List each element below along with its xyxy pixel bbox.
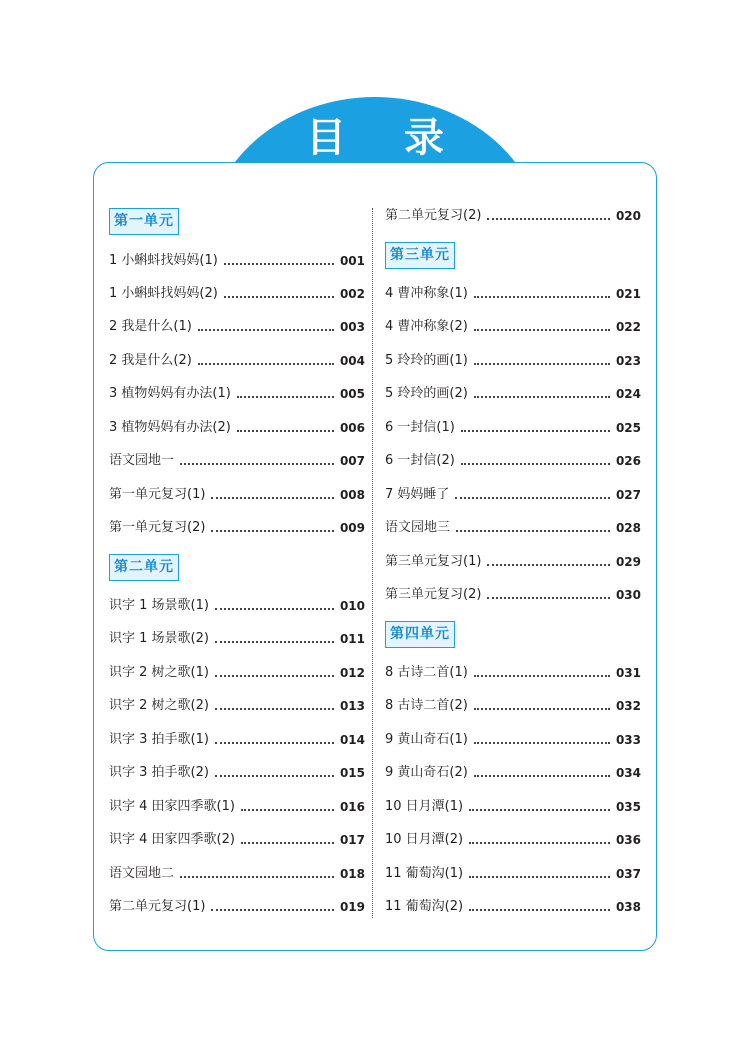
toc-entry-label: 7 妈妈睡了 [385, 487, 450, 502]
leader-dots [461, 430, 610, 432]
toc-entry-page: 001 [339, 254, 365, 268]
leader-dots [487, 597, 610, 599]
toc-entry[interactable] [109, 350, 365, 372]
toc-entry-label: 10 日月潭(2) [385, 832, 464, 847]
toc-entry[interactable] [109, 484, 365, 506]
toc-entry-label: 6 一封信(2) [385, 453, 455, 468]
toc-entry[interactable] [385, 205, 641, 227]
toc-entry[interactable] [109, 250, 365, 272]
toc-entry-page: 005 [339, 387, 365, 401]
toc-entry[interactable] [385, 316, 641, 338]
toc-entry[interactable] [385, 695, 641, 717]
toc-entry-label: 第一单元复习(2) [109, 520, 206, 535]
toc-entry-page: 024 [615, 387, 641, 401]
leader-dots [469, 876, 610, 878]
leader-dots [474, 329, 610, 331]
leader-dots [461, 463, 610, 465]
toc-entry-label: 3 植物妈妈有办法(2) [109, 420, 231, 435]
leader-dots [487, 564, 610, 566]
toc-entry-page: 038 [615, 900, 641, 914]
toc-entry-label: 第二单元复习(2) [385, 208, 482, 223]
toc-entry-page: 021 [615, 287, 641, 301]
toc-entry-page: 002 [339, 287, 365, 301]
toc-entry-label: 语文园地一 [109, 453, 175, 468]
leader-dots [237, 430, 334, 432]
leader-dots [487, 218, 610, 220]
toc-entry-page: 018 [339, 867, 365, 881]
toc-entry-label: 识字 3 拍手歌(2) [109, 765, 209, 780]
toc-entry-page: 034 [615, 766, 641, 780]
toc-entry[interactable] [385, 350, 641, 372]
toc-entry[interactable] [109, 695, 365, 717]
leader-dots [469, 809, 610, 811]
leader-dots [198, 329, 334, 331]
toc-entry[interactable] [109, 662, 365, 684]
toc-entry-label: 8 古诗二首(2) [385, 698, 468, 713]
toc-entry[interactable] [385, 829, 641, 851]
toc-entry-page: 008 [339, 488, 365, 502]
toc-entry-page: 017 [339, 833, 365, 847]
toc-entry-label: 第二单元复习(1) [109, 899, 206, 914]
toc-entry-page: 014 [339, 733, 365, 747]
toc-entry-page: 012 [339, 666, 365, 680]
toc-entry-page: 029 [615, 555, 641, 569]
leader-dots [474, 775, 610, 777]
toc-entry-label: 11 葡萄沟(2) [385, 899, 464, 914]
leader-dots [241, 809, 334, 811]
toc-entry-page: 007 [339, 454, 365, 468]
toc-entry[interactable] [385, 383, 641, 405]
toc-entry-label: 2 我是什么(2) [109, 353, 192, 368]
toc-entry-label: 识字 1 场景歌(2) [109, 631, 209, 646]
toc-entry-label: 语文园地三 [385, 520, 451, 535]
toc-entry[interactable] [109, 796, 365, 818]
leader-dots [215, 641, 334, 643]
leader-dots [215, 675, 334, 677]
toc-entry-page: 025 [615, 421, 641, 435]
toc-entry[interactable] [385, 551, 641, 573]
toc-entry-label: 1 小蝌蚪找妈妈(1) [109, 253, 218, 268]
toc-entry-page: 006 [339, 421, 365, 435]
toc-entry-label: 10 日月潭(1) [385, 799, 464, 814]
toc-entry-label: 4 曹冲称象(2) [385, 319, 468, 334]
leader-dots [215, 608, 334, 610]
toc-entry[interactable] [109, 517, 365, 539]
unit-heading-3: 第三单元 [385, 242, 455, 269]
leader-dots [474, 742, 610, 744]
toc-entry-label: 2 我是什么(1) [109, 319, 192, 334]
leader-dots [211, 909, 334, 911]
toc-entry[interactable] [109, 283, 365, 305]
leader-dots [474, 363, 610, 365]
leader-dots [215, 708, 334, 710]
toc-entry-page: 030 [615, 588, 641, 602]
toc-entry-label: 9 黄山奇石(1) [385, 732, 468, 747]
toc-entry-page: 013 [339, 699, 365, 713]
leader-dots [224, 263, 334, 265]
toc-entry-label: 识字 2 树之歌(2) [109, 698, 209, 713]
toc-entry[interactable] [109, 417, 365, 439]
toc-entry-label: 语文园地二 [109, 866, 175, 881]
toc-entry[interactable] [109, 863, 365, 885]
leader-dots [455, 497, 610, 499]
toc-entry[interactable] [109, 450, 365, 472]
leader-dots [474, 708, 610, 710]
toc-entry-label: 识字 2 树之歌(1) [109, 665, 209, 680]
toc-entry[interactable] [385, 662, 641, 684]
toc-entry[interactable] [109, 896, 365, 918]
toc-entry-page: 031 [615, 666, 641, 680]
toc-entry-label: 9 黄山奇石(2) [385, 765, 468, 780]
unit-heading-2: 第二单元 [109, 554, 179, 581]
toc-entry[interactable] [385, 729, 641, 751]
toc-entry-label: 1 小蝌蚪找妈妈(2) [109, 286, 218, 301]
toc-entry-page: 016 [339, 800, 365, 814]
leader-dots [198, 363, 334, 365]
toc-entry[interactable] [385, 796, 641, 818]
toc-entry-page: 023 [615, 354, 641, 368]
toc-entry-label: 6 一封信(1) [385, 420, 455, 435]
unit-heading-1: 第一单元 [109, 208, 179, 235]
toc-entry[interactable] [385, 517, 641, 539]
leader-dots [180, 463, 334, 465]
toc-entry[interactable] [385, 417, 641, 439]
toc-entry-label: 识字 3 拍手歌(1) [109, 732, 209, 747]
toc-entry-page: 011 [339, 632, 365, 646]
toc-entry[interactable] [385, 584, 641, 606]
toc-entry-page: 009 [339, 521, 365, 535]
leader-dots [241, 842, 334, 844]
toc-entry-page: 036 [615, 833, 641, 847]
toc-entry-label: 3 植物妈妈有办法(1) [109, 386, 231, 401]
page-title: 目 录 [306, 115, 466, 161]
toc-entry[interactable] [385, 762, 641, 784]
toc-entry[interactable] [385, 896, 641, 918]
toc-entry-label: 识字 4 田家四季歌(1) [109, 799, 235, 814]
toc-entry-page: 003 [339, 320, 365, 334]
unit-heading-4: 第四单元 [385, 621, 455, 648]
toc-entry-page: 019 [339, 900, 365, 914]
toc-entry[interactable] [109, 628, 365, 650]
toc-entry-label: 5 玲玲的画(2) [385, 386, 468, 401]
leader-dots [469, 842, 610, 844]
toc-entry-page: 033 [615, 733, 641, 747]
toc-entry-page: 035 [615, 800, 641, 814]
toc-entry[interactable] [385, 283, 641, 305]
leader-dots [474, 396, 610, 398]
toc-entry[interactable] [109, 729, 365, 751]
leader-dots [215, 775, 334, 777]
leader-dots [211, 530, 334, 532]
toc-entry[interactable] [385, 863, 641, 885]
leader-dots [211, 497, 334, 499]
toc-entry-page: 022 [615, 320, 641, 334]
leader-dots [215, 742, 334, 744]
toc-entry-page: 028 [615, 521, 641, 535]
toc-entry-page: 004 [339, 354, 365, 368]
toc-entry-label: 11 葡萄沟(1) [385, 866, 464, 881]
toc-entry-label: 第三单元复习(2) [385, 587, 482, 602]
leader-dots [474, 296, 610, 298]
toc-entry[interactable] [109, 595, 365, 617]
toc-entry-label: 4 曹冲称象(1) [385, 286, 468, 301]
toc-entry-label: 5 玲玲的画(1) [385, 353, 468, 368]
toc-entry-label: 识字 4 田家四季歌(2) [109, 832, 235, 847]
leader-dots [237, 396, 334, 398]
toc-entry[interactable] [385, 484, 641, 506]
toc-entry-label: 识字 1 场景歌(1) [109, 598, 209, 613]
column-divider [372, 208, 373, 918]
toc-entry[interactable] [109, 316, 365, 338]
toc-entry-label: 第三单元复习(1) [385, 554, 482, 569]
toc-entry-page: 026 [615, 454, 641, 468]
toc-entry[interactable] [109, 762, 365, 784]
toc-entry[interactable] [385, 450, 641, 472]
leader-dots [469, 909, 610, 911]
toc-entry-page: 020 [615, 209, 641, 223]
leader-dots [456, 530, 610, 532]
leader-dots [474, 675, 610, 677]
toc-entry-page: 015 [339, 766, 365, 780]
toc-entry-page: 037 [615, 867, 641, 881]
toc-entry[interactable] [109, 829, 365, 851]
toc-entry-page: 010 [339, 599, 365, 613]
toc-entry-page: 027 [615, 488, 641, 502]
toc-entry-page: 032 [615, 699, 641, 713]
toc-entry-label: 第一单元复习(1) [109, 487, 206, 502]
leader-dots [180, 876, 334, 878]
toc-entry-label: 8 古诗二首(1) [385, 665, 468, 680]
leader-dots [224, 296, 334, 298]
toc-entry[interactable] [109, 383, 365, 405]
